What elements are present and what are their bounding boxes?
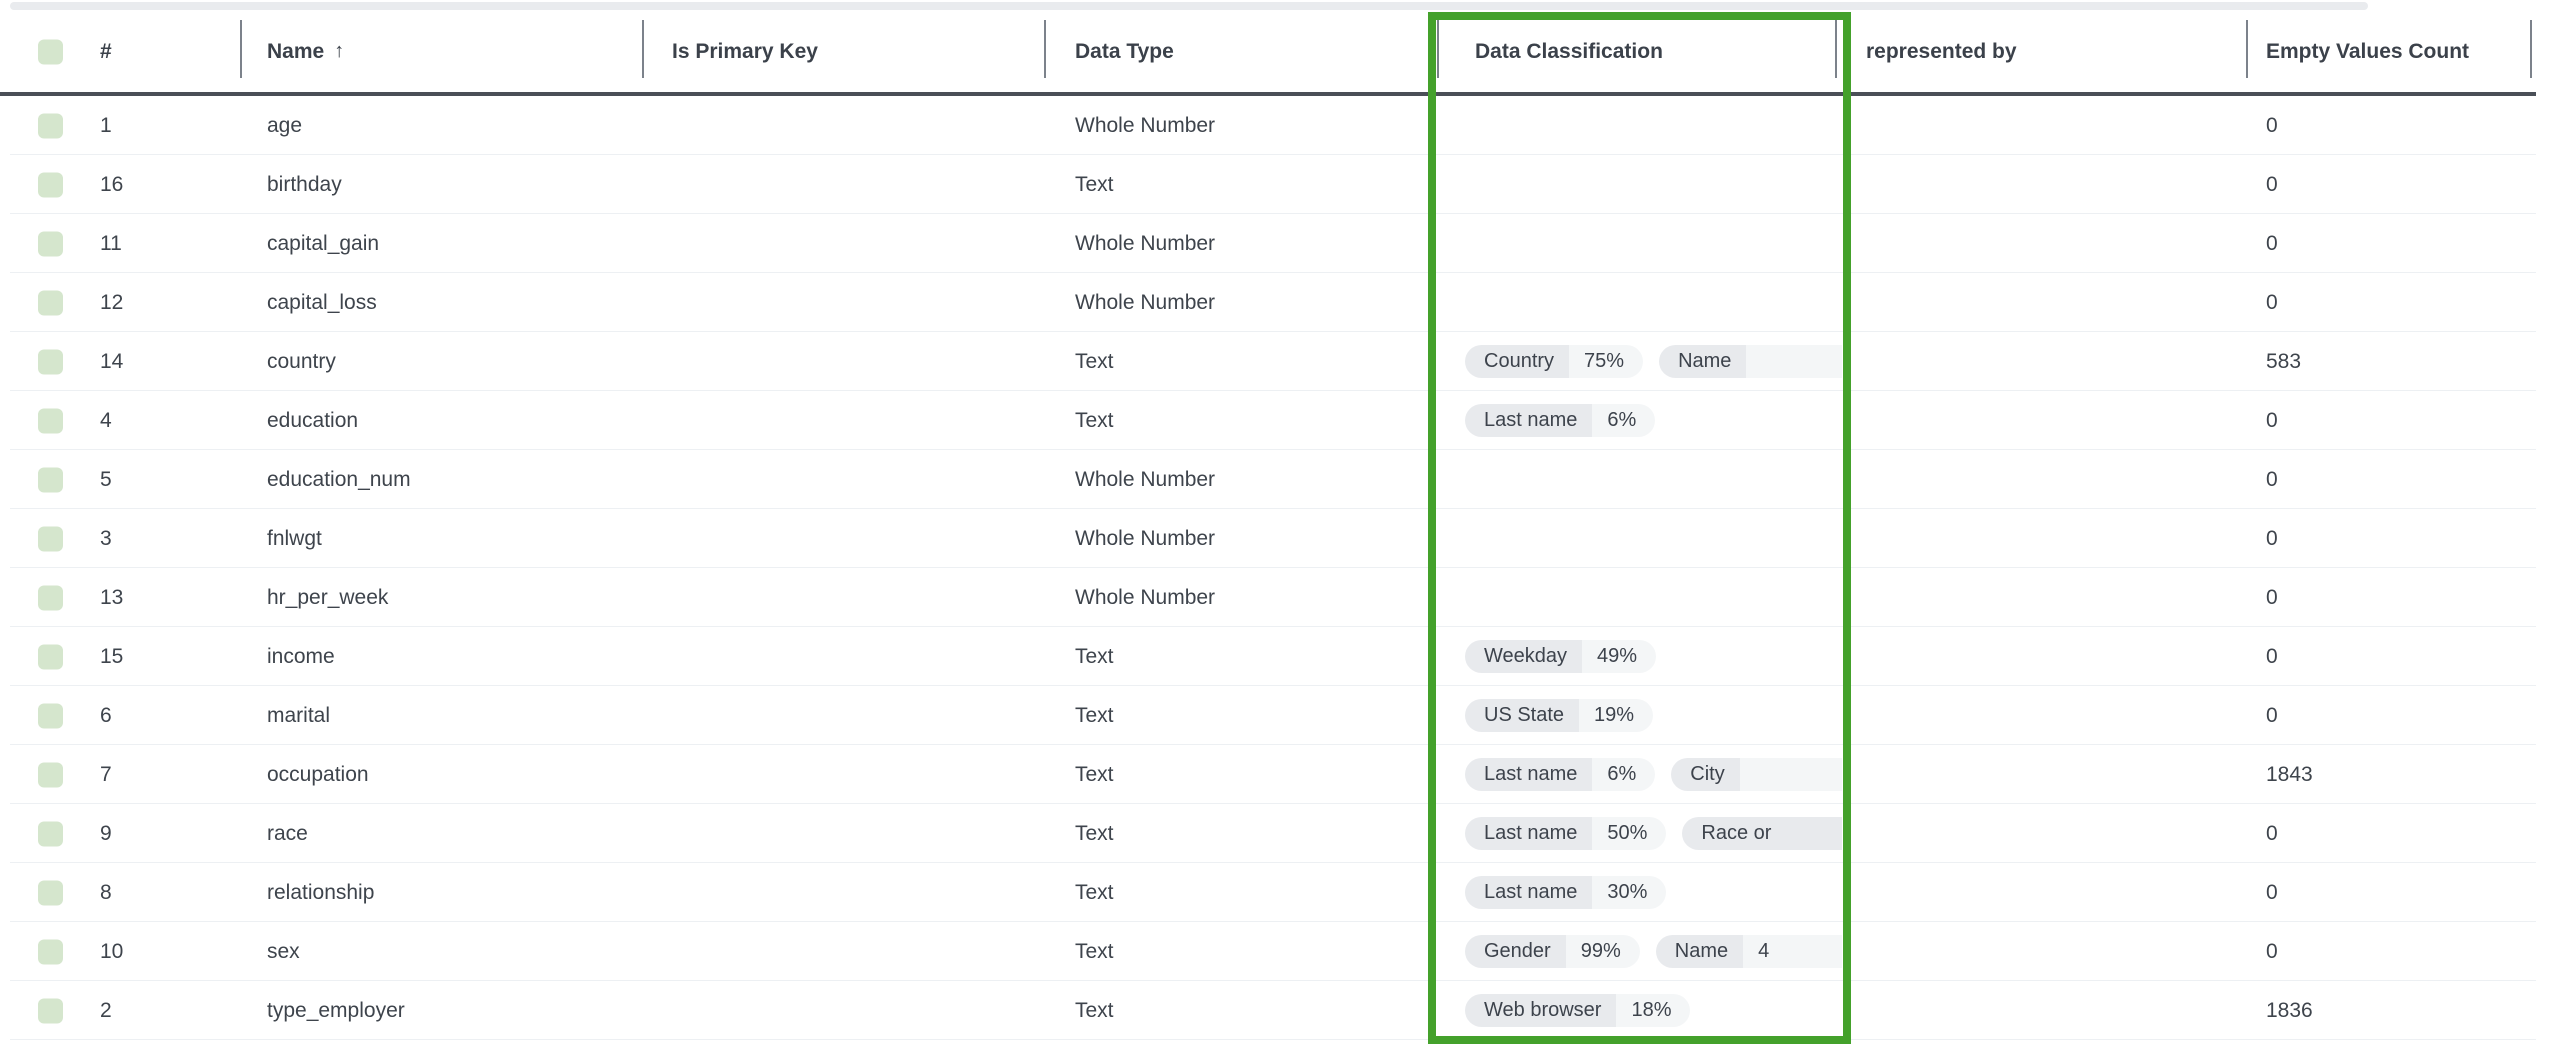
cell-data-type: Text [1075,762,1114,786]
cell-data-type: Text [1075,349,1114,373]
cell-name: relationship [267,880,375,904]
sort-ascending-icon: ↑ [334,40,345,62]
cell-name: hr_per_week [267,585,389,609]
cell-empty-values-count: 0 [2266,585,2278,609]
classification-badge-label: Last name [1465,876,1592,909]
cell-data-type: Text [1075,703,1114,727]
classification-badge-percent: 6% [1592,758,1655,791]
row-checkbox[interactable] [38,526,63,551]
table-row[interactable] [0,391,2556,450]
cell-data-classification [1437,155,1842,214]
column-divider [1437,20,1439,78]
table-row[interactable] [0,332,2556,391]
row-checkbox[interactable] [38,762,63,787]
classification-badge-label: Name [1656,935,1743,968]
classification-badge[interactable] [1465,817,1666,850]
cell-number: 6 [100,703,112,727]
column-header-name-label: Name [267,39,325,63]
cell-data-type: Whole Number [1075,231,1216,255]
cell-empty-values-count: 583 [2266,349,2302,373]
classification-badge[interactable] [1465,758,1655,791]
classification-badge[interactable] [1465,935,1640,968]
cell-number: 4 [100,408,112,432]
cell-number: 7 [100,762,112,786]
cell-data-type: Text [1075,998,1114,1022]
cell-empty-values-count: 0 [2266,880,2278,904]
classification-badge-percent: 49% [1582,640,1656,673]
cell-empty-values-count: 1843 [2266,762,2313,786]
classification-badge-percent: 50% [1592,817,1666,850]
cell-data-type: Text [1075,821,1114,845]
cell-empty-values-count: 0 [2266,821,2278,845]
table-row[interactable] [0,745,2556,804]
column-divider [2530,20,2532,78]
classification-badge[interactable] [1465,699,1653,732]
cell-data-classification [1437,391,1842,450]
cell-name: occupation [267,762,369,786]
table-row[interactable] [0,96,2556,155]
cell-data-classification [1437,214,1842,273]
cell-empty-values-count: 0 [2266,172,2278,196]
cell-name: sex [267,939,300,963]
column-divider [240,20,242,78]
cell-number: 1 [100,113,112,137]
cell-number: 14 [100,349,124,373]
cell-data-classification [1437,568,1842,627]
cell-empty-values-count: 0 [2266,939,2278,963]
classification-badge-percent: 30% [1592,876,1666,909]
row-checkbox[interactable] [38,880,63,905]
cell-data-classification [1437,863,1842,922]
cell-data-type: Whole Number [1075,113,1216,137]
cell-data-type: Text [1075,172,1114,196]
table-body [0,96,2556,1040]
table-row[interactable] [0,804,2556,863]
cell-data-classification [1437,627,1842,686]
cell-data-classification [1437,981,1842,1040]
cell-name: type_employer [267,998,405,1022]
cell-empty-values-count: 0 [2266,644,2278,668]
cell-data-type: Text [1075,939,1114,963]
cell-empty-values-count: 0 [2266,467,2278,491]
classification-badge[interactable] [1682,817,1842,850]
cell-data-classification [1437,804,1842,863]
column-header-name[interactable] [267,40,344,64]
cell-data-classification [1437,332,1842,391]
table-row[interactable] [0,214,2556,273]
cell-data-type: Whole Number [1075,467,1216,491]
cell-number: 5 [100,467,112,491]
cell-empty-values-count: 0 [2266,703,2278,727]
classification-badge-label: Last name [1465,817,1592,850]
cell-name: age [267,113,303,137]
cell-data-classification [1437,96,1842,155]
column-header-is-primary-key[interactable]: Is Primary Key [672,39,818,63]
cell-data-classification [1437,745,1842,804]
select-all-checkbox[interactable] [38,39,63,64]
cell-empty-values-count: 1836 [2266,998,2313,1022]
cell-name: country [267,349,336,373]
classification-badge-percent: 19% [1579,699,1653,732]
cell-data-classification [1437,922,1842,981]
classification-badge-label: Gender [1465,935,1566,968]
classification-badge-percent: 75% [1569,345,1643,378]
row-checkbox[interactable] [38,349,63,374]
cell-data-classification [1437,450,1842,509]
table-row[interactable] [0,568,2556,627]
cell-number: 8 [100,880,112,904]
classification-badge[interactable] [1659,345,1842,378]
classification-badge[interactable] [1465,640,1656,673]
classification-badge-label: Weekday [1465,640,1582,673]
row-checkbox[interactable] [38,408,63,433]
table-row[interactable] [0,450,2556,509]
row-checkbox[interactable] [38,467,63,492]
cell-data-type: Text [1075,408,1114,432]
cell-number: 10 [100,939,124,963]
cell-name: birthday [267,172,342,196]
cell-name: capital_loss [267,290,377,314]
classification-badge-label: Name [1659,345,1746,378]
table-row[interactable] [0,922,2556,981]
row-checkbox[interactable] [38,939,63,964]
cell-number: 15 [100,644,124,668]
row-divider [10,1039,2536,1040]
cell-data-type: Text [1075,880,1114,904]
row-checkbox[interactable] [38,113,63,138]
table-row[interactable] [0,863,2556,922]
cell-number: 13 [100,585,124,609]
cell-empty-values-count: 0 [2266,526,2278,550]
cell-data-type: Whole Number [1075,290,1216,314]
cell-number: 3 [100,526,112,550]
classification-badge-percent [1740,758,1842,791]
classification-badge-label: Race or [1682,817,1842,850]
row-checkbox[interactable] [38,644,63,669]
cell-empty-values-count: 0 [2266,113,2278,137]
cell-name: marital [267,703,331,727]
row-checkbox[interactable] [38,172,63,197]
column-divider [642,20,644,78]
column-header-represented-by[interactable]: represented by [1866,39,2017,63]
cell-data-classification [1437,686,1842,745]
classification-badge-label: City [1671,758,1739,791]
table-row[interactable] [0,155,2556,214]
classification-badge[interactable] [1671,758,1842,791]
cell-empty-values-count: 0 [2266,290,2278,314]
column-divider [1835,20,1837,78]
row-checkbox[interactable] [38,703,63,728]
classification-badge-label: Country [1465,345,1569,378]
table-row[interactable] [0,981,2556,1040]
table-row[interactable] [0,627,2556,686]
classification-badge[interactable] [1465,345,1643,378]
classification-badge-percent: 6% [1592,404,1655,437]
cell-data-type: Whole Number [1075,526,1216,550]
cell-empty-values-count: 0 [2266,408,2278,432]
cell-data-type: Text [1075,644,1114,668]
column-header-data-classification[interactable]: Data Classification [1475,39,1663,63]
cell-number: 11 [100,231,122,255]
classification-badge-percent: 99% [1566,935,1640,968]
column-divider [2246,20,2248,78]
cell-name: education_num [267,467,411,491]
cell-name: education [267,408,359,432]
classification-badge-label: Web browser [1465,994,1616,1027]
cell-empty-values-count: 0 [2266,231,2278,255]
row-checkbox[interactable] [38,821,63,846]
table-header [0,10,2556,93]
cell-name: fnlwgt [267,526,322,550]
classification-badge-label: US State [1465,699,1579,732]
table-row[interactable] [0,509,2556,568]
row-checkbox[interactable] [38,585,63,610]
classification-badge-label: Last name [1465,758,1592,791]
cell-number: 12 [100,290,124,314]
cell-data-classification [1437,509,1842,568]
cell-name: capital_gain [267,231,380,255]
cell-data-classification [1437,273,1842,332]
classification-badge[interactable] [1465,876,1666,909]
cell-data-type: Whole Number [1075,585,1216,609]
classification-badge[interactable] [1465,404,1655,437]
table-row[interactable] [0,686,2556,745]
cell-name: income [267,644,335,668]
classification-badge[interactable] [1465,994,1690,1027]
cell-name: race [267,821,308,845]
row-checkbox[interactable] [38,231,63,256]
column-header-empty-values-count[interactable]: Empty Values Count [2266,39,2470,63]
cell-number: 2 [100,998,112,1022]
classification-badge-percent: 18% [1616,994,1690,1027]
classification-badge-percent: 4 [1743,935,1842,968]
row-checkbox[interactable] [38,290,63,315]
row-checkbox[interactable] [38,998,63,1023]
column-divider [1044,20,1046,78]
table-row[interactable] [0,273,2556,332]
classification-badge-label: Last name [1465,404,1592,437]
classification-badge[interactable] [1656,935,1842,968]
horizontal-scrollbar-thumb[interactable] [10,2,2368,10]
column-header-number[interactable]: # [100,39,112,63]
cell-number: 9 [100,821,112,845]
column-header-data-type[interactable]: Data Type [1075,39,1174,63]
cell-number: 16 [100,172,124,196]
classification-badge-percent [1746,345,1842,378]
